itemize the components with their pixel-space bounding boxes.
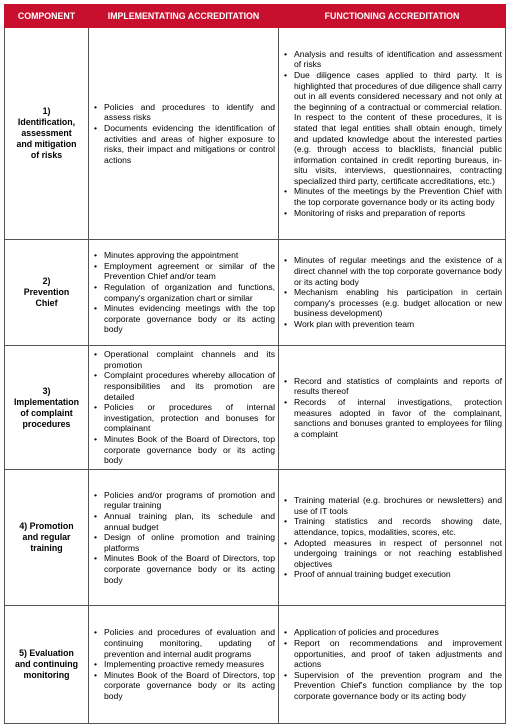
component-label-line: procedures	[22, 418, 71, 429]
table-row	[5, 606, 506, 724]
component-label-line: assessment	[21, 128, 72, 138]
component-label-line: 3)	[42, 385, 51, 396]
list-item: • Minutes Book of the Board of Directors, top corporate governance body or its acting body	[93, 434, 275, 466]
component-cell	[5, 346, 89, 470]
header-functioning: FUNCTIONING ACCREDITATION	[279, 5, 506, 28]
header-component: COMPONENT	[5, 5, 89, 28]
table-body	[5, 28, 506, 724]
functioning-list	[283, 255, 502, 329]
implementing-cell	[89, 470, 279, 606]
implementing-list	[93, 627, 275, 701]
implementing-cell	[89, 28, 279, 240]
list-item: • Report on recommendations and improvement opportunities, and proof of taken adjustments and actions	[283, 638, 502, 670]
component-label-line: Identification,	[17, 117, 76, 127]
component-label-line: Chief	[35, 298, 58, 308]
functioning-cell	[279, 28, 506, 240]
table-row	[5, 28, 506, 240]
list-item: • Implementing proactive remedy measures	[93, 659, 275, 670]
list-item: • Record and statistics of complaints and reports of results thereof	[283, 376, 502, 397]
list-item: • Operational complaint channels and its promotion	[93, 349, 275, 370]
component-label-line: of complaint	[20, 407, 73, 418]
list-item: • Documents evidencing the identification of activities and areas of higher exposure to risks, their impact and mitigations or control actions	[93, 123, 275, 165]
component-label-line: 4) Promotion	[19, 521, 74, 531]
table-header	[5, 5, 506, 28]
functioning-cell	[279, 240, 506, 346]
component-label-line: 1)	[42, 106, 51, 116]
functioning-list	[283, 49, 502, 219]
list-item: • Application of policies and procedures	[283, 627, 502, 638]
list-item: • Records of internal investigations, protection measures adopted in favor of the complainant, sanctions and bonuses granted to employees for filing a complaint	[283, 397, 502, 439]
accreditation-table-container	[4, 4, 505, 724]
functioning-list	[283, 627, 502, 701]
component-label-line: and continuing	[14, 659, 79, 669]
list-item: • Minutes Book of the Board of Directors, top corporate governance body or its acting body	[93, 670, 275, 702]
list-item: • Minutes evidencing meetings with the top corporate governance body or its acting body	[93, 303, 275, 335]
implementing-list	[93, 349, 275, 466]
list-item: • Due diligence cases applied to third party. It is highlighted that procedures of due diligence shall carry out in all events considered necessary and not only at the beginning of a contractual or commercial relation. In respect to the content of these procedures, it is stated that legal entities shall obtain enough, timely and updated knowledge about the interested parties (e.g. through access to blacklists, financial public information contained in credit reporting bureaus, in-situ visits, interviews, questionnaires, contracting specialized third party, certificate accreditations, etc.)	[283, 70, 502, 187]
implementing-list	[93, 250, 275, 335]
list-item: • Design of online promotion and training platforms	[93, 532, 275, 553]
component-cell	[5, 28, 89, 240]
implementing-list	[93, 490, 275, 585]
list-item: • Annual training plan, its schedule and annual budget	[93, 511, 275, 532]
list-item: • Minutes Book of the Board of Directors, top corporate governance body or its acting body	[93, 553, 275, 585]
component-label-line: and mitigation	[16, 139, 77, 149]
list-item: • Monitoring of risks and preparation of reports	[283, 208, 502, 219]
accreditation-table	[4, 4, 506, 724]
list-item: • Employment agreement or similar of the Prevention Chief and/or team	[93, 261, 275, 282]
component-label-line: 5) Evaluation	[19, 648, 74, 658]
functioning-cell	[279, 470, 506, 606]
implementing-cell	[89, 346, 279, 470]
component-cell	[5, 470, 89, 606]
list-item: • Regulation of organization and functions, company's organization chart or similar	[93, 282, 275, 303]
list-item: • Proof of annual training budget execution	[283, 569, 502, 580]
list-item: • Training statistics and records showing date, attendance, topics, modalities, scores, etc.	[283, 516, 502, 537]
component-label-line: monitoring	[23, 670, 70, 680]
list-item: • Policies and procedures to identify and assess risks	[93, 102, 275, 123]
component-label-line: 2)	[42, 276, 51, 286]
list-item: • Policies and procedures of evaluation and continuing monitoring, updating of prevention and internal audit programs	[93, 627, 275, 659]
list-item: • Analysis and results of identification and assessment of risks	[283, 49, 502, 70]
table-row	[5, 470, 506, 606]
list-item: • Work plan with prevention team	[283, 319, 502, 330]
list-item: • Complaint procedures whereby allocation of responsibilities and its promotion are detailed	[93, 370, 275, 402]
header-implementing: IMPLEMENTATING ACCREDITATION	[89, 5, 279, 28]
implementing-cell	[89, 240, 279, 346]
functioning-cell	[279, 346, 506, 470]
list-item: • Adopted measures in respect of personnel not undergoing trainings or not reaching established objectives	[283, 538, 502, 570]
component-label-line: Implementation	[13, 396, 79, 407]
functioning-cell	[279, 606, 506, 724]
list-item: • Supervision of the prevention program and the Prevention Chief's function compliance by the top corporate governance body or its acting body	[283, 670, 502, 702]
table-row	[5, 346, 506, 470]
implementing-list	[93, 102, 275, 166]
list-item: • Minutes of regular meetings and the existence of a direct channel with the top corporate governance body or its acting body	[283, 255, 502, 287]
list-item: • Minutes approving the appointment	[93, 250, 275, 261]
component-label-line: training	[30, 543, 63, 553]
functioning-list	[283, 376, 502, 440]
list-item: • Policies or procedures of internal investigation, protection and bonuses for complainant	[93, 402, 275, 434]
list-item: • Training material (e.g. brochures or newsletters) and use of IT tools	[283, 495, 502, 516]
component-label-line: Prevention	[23, 287, 70, 297]
table-row	[5, 240, 506, 346]
component-label-line: of risks	[30, 150, 63, 160]
header-row	[5, 5, 506, 28]
functioning-list	[283, 495, 502, 580]
list-item: • Minutes of the meetings by the Prevention Chief with the top corporate governance body or its acting body	[283, 186, 502, 207]
component-label-line: and regular	[22, 532, 71, 542]
component-cell	[5, 240, 89, 346]
list-item: • Mechanism enabling his participation in certain company's processes (e.g. budget allocation or new business development)	[283, 287, 502, 319]
component-cell	[5, 606, 89, 724]
list-item: • Policies and/or programs of promotion and regular training	[93, 490, 275, 511]
implementing-cell	[89, 606, 279, 724]
